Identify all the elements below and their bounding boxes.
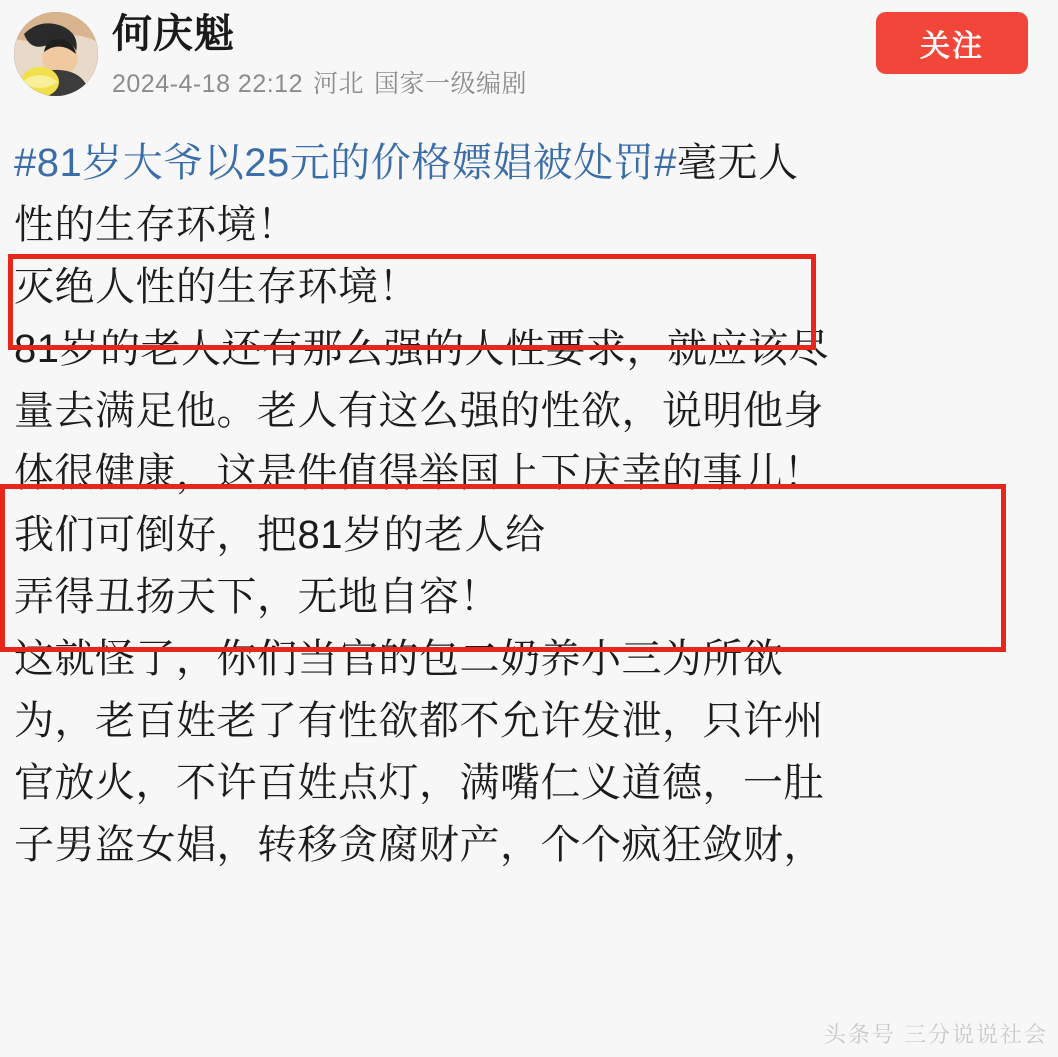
post-line: 这就怪了，你们当官的包二奶养小三为所欲 bbox=[14, 637, 784, 681]
post-location: 河北 bbox=[312, 70, 364, 98]
post-line: 性的生存环境！ bbox=[14, 203, 298, 247]
post-header bbox=[0, 0, 1058, 112]
post-line-text: 毫无人 bbox=[676, 141, 799, 185]
post-line: 体很健康，这是件值得举国上下庆幸的事儿！ bbox=[14, 451, 824, 495]
post-line: 子男盗女娼，转移贪腐财产，个个疯狂敛财， bbox=[14, 823, 824, 867]
follow-button[interactable]: 关注 bbox=[876, 12, 1028, 74]
watermark: 头条号 三分说说社会 bbox=[823, 1022, 1048, 1047]
post-line bbox=[14, 132, 1044, 194]
post-line: 官放火，不许百姓点灯，满嘴仁义道德，一肚 bbox=[14, 761, 824, 805]
author-badge: 国家一级编剧 bbox=[374, 70, 528, 98]
post-line: 弄得丑扬天下，无地自容！ bbox=[14, 575, 500, 619]
author-block bbox=[112, 10, 527, 100]
post-timestamp: 2024-4-18 22:12 bbox=[112, 70, 303, 98]
hashtag-link[interactable]: #81岁大爷以25元的价格嫖娼被处罚# bbox=[14, 141, 677, 185]
post-line: 灭绝人性的生存环境！ bbox=[14, 265, 419, 309]
post-line: 我们可倒好，把81岁的老人给 bbox=[14, 513, 546, 557]
post-line: 为，老百姓老了有性欲都不允许发泄，只许州 bbox=[14, 699, 824, 743]
post-meta bbox=[112, 64, 527, 100]
avatar[interactable] bbox=[14, 12, 98, 96]
post-line: 量去满足他。老人有这么强的性欲，说明他身 bbox=[14, 389, 824, 433]
author-name[interactable]: 何庆魁 bbox=[112, 12, 235, 56]
post-line: 81岁的老人还有那么强的人性要求，就应该尽 bbox=[14, 327, 829, 371]
user-avatar-photo-icon bbox=[14, 12, 98, 96]
post-content bbox=[0, 112, 1058, 876]
